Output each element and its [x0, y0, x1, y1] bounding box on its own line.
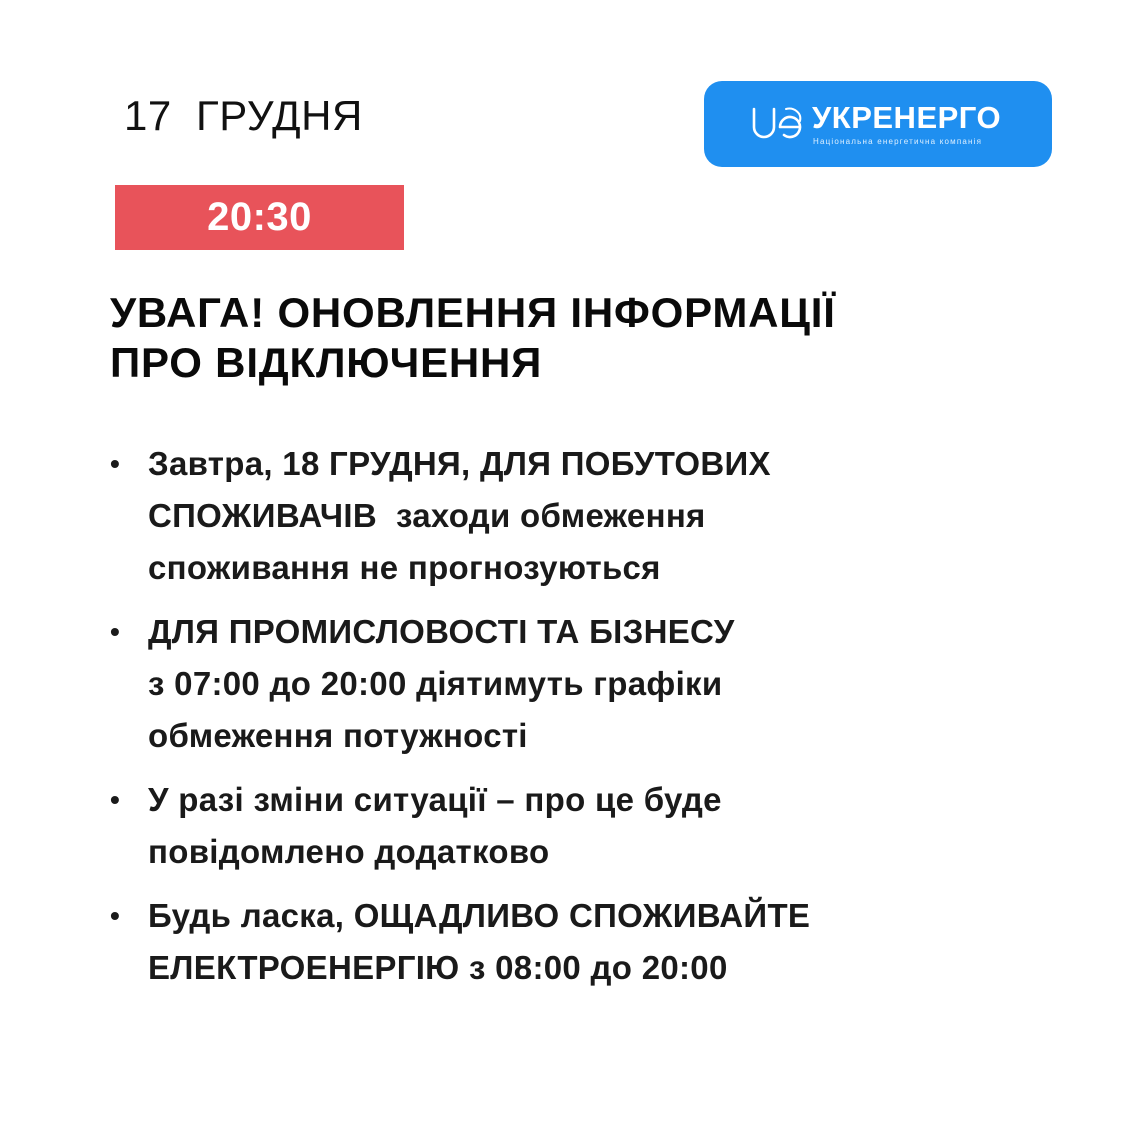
list-item [110, 890, 1010, 994]
bullet-line: Завтра, 18 ГРУДНЯ, ДЛЯ ПОБУТОВИХ [148, 445, 771, 482]
bullet-dot-icon: • [110, 900, 121, 931]
bullet-line: Будь ласка, ОЩАДЛИВО СПОЖИВАЙТЕ [148, 897, 811, 934]
bullet-line: повідомлено додатково [148, 833, 550, 870]
logo-tagline: Національна енергетична компанія [813, 137, 983, 146]
bullet-line: з 07:00 до 20:00 діятимуть графіки [148, 665, 723, 702]
headline [110, 288, 1010, 388]
headline-line: УВАГА! ОНОВЛЕННЯ ІНФОРМАЦІЇ [110, 289, 836, 336]
time-badge: 20:30 [115, 185, 404, 250]
bullet-line: ДЛЯ ПРОМИСЛОВОСТІ ТА БІЗНЕСУ [148, 613, 735, 650]
bullet-line: споживання не прогнозуються [148, 549, 661, 586]
bullet-dot-icon: • [110, 784, 121, 815]
date-label: 17 ГРУДНЯ [124, 92, 363, 139]
logo-name: УКРЕНЕРГО [812, 100, 1002, 135]
bullet-line: У разі зміни ситуації – про це буде [148, 781, 722, 818]
ukrenergo-logo [704, 81, 1052, 167]
bullet-dot-icon: • [110, 616, 121, 647]
bullet-list [110, 438, 1010, 1006]
bullet-line: ЕЛЕКТРОЕНЕРГІЮ з 08:00 до 20:00 [148, 949, 728, 986]
bullet-line: обмеження потужності [148, 717, 528, 754]
ukrenergo-ue-icon [750, 105, 806, 143]
bullet-line: СПОЖИВАЧІВ заходи обмеження [148, 497, 706, 534]
headline-line: ПРО ВІДКЛЮЧЕННЯ [110, 339, 543, 386]
list-item [110, 438, 1010, 594]
list-item [110, 606, 1010, 762]
bullet-dot-icon: • [110, 448, 121, 479]
list-item [110, 774, 1010, 878]
